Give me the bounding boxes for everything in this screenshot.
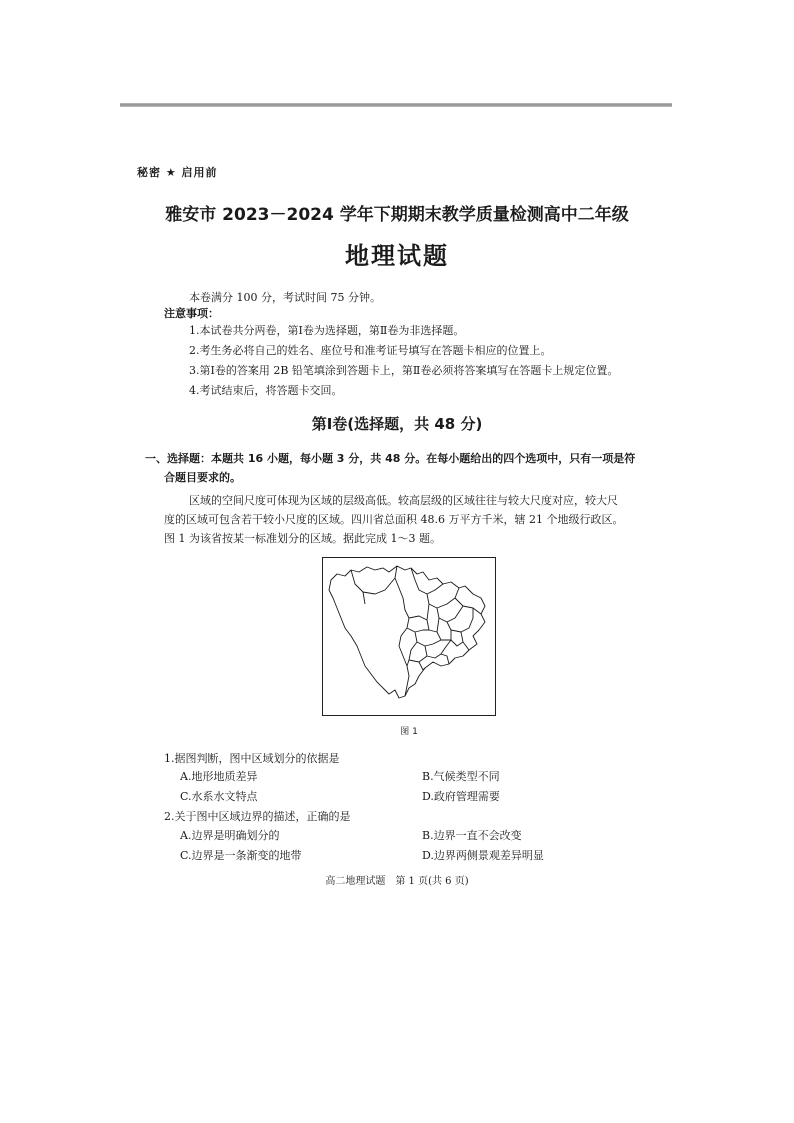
question-option: A.边界是明确划分的	[180, 829, 280, 842]
notice-item: 4.考试结束后，将答题卡交回。	[189, 384, 343, 397]
question-stem: 1.据图判断，图中区域划分的依据是	[164, 752, 340, 765]
region-boundary	[437, 630, 451, 640]
region-boundary	[399, 628, 409, 696]
region-boundary	[427, 588, 459, 608]
question-option: D.边界两侧景观差异明显	[422, 849, 544, 862]
region-boundary	[363, 592, 365, 604]
passage-line: 区域的空间尺度可体现为区域的层级高低。较高层级的区域往往与较大尺度对应，较大尺	[189, 494, 618, 507]
region-boundary	[451, 640, 463, 646]
region-boundary	[351, 570, 395, 594]
figure-caption: 图 1	[400, 727, 418, 737]
section-instruction: 一、选择题：本题共 16 小题，每小题 3 分，共 48 分。在每小题给出的四个选项中，只有一项是符	[145, 452, 636, 465]
notice-heading: 注意事项：	[164, 307, 219, 320]
page-footer: 高二地理试题 第 1 页(共 6 页)	[325, 876, 469, 887]
region-map-drawing	[323, 558, 495, 715]
question-option: B.边界一直不会改变	[422, 829, 522, 842]
exam-title: 雅安市 2023－2024 学年下期期末教学质量检测高中二年级	[165, 205, 629, 225]
region-boundary	[409, 604, 429, 620]
region-boundary	[437, 606, 463, 622]
score-time-text: 本卷满分 100 分，考试时间 75 分钟。	[189, 291, 381, 304]
question-option: D.政府管理需要	[422, 790, 500, 803]
top-rule	[120, 103, 672, 107]
section-instruction-cont: 合题目要求的。	[164, 471, 241, 484]
subject-title: 地理试题	[345, 242, 449, 270]
region-boundary	[411, 568, 443, 594]
passage-line: 图 1 为该省按某一标准划分的区域。据此完成 1～3 题。	[164, 532, 441, 545]
notice-item: 2.考生务必将自己的姓名、座位号和准考证号填写在答题卡相应的位置上。	[189, 344, 552, 357]
question-stem: 2.关于图中区域边界的描述，正确的是	[164, 810, 351, 823]
region-boundary	[415, 632, 441, 646]
notice-item: 3.第Ⅰ卷的答案用 2B 铅笔填涂到答题卡上，第Ⅱ卷必须将答案填写在答题卡上规定位置。	[189, 364, 619, 377]
region-boundary	[441, 640, 451, 654]
question-option: B.气候类型不同	[422, 770, 500, 783]
region-boundary	[419, 662, 425, 670]
region-boundary	[461, 632, 469, 650]
question-option: A.地形地质差异	[180, 770, 258, 783]
sichuan-region-map	[322, 557, 496, 716]
question-option: C.水系水文特点	[180, 790, 258, 803]
region-boundary	[425, 646, 449, 664]
region-boundary	[409, 642, 427, 662]
secret-mark: 秘密 ★ 启用前	[137, 166, 218, 179]
region-boundary	[407, 660, 409, 666]
region-boundary	[407, 628, 429, 632]
question-option: C.边界是一条渐变的地带	[180, 849, 302, 862]
notice-item: 1.本试卷共分两卷，第Ⅰ卷为选择题，第Ⅱ卷为非选择题。	[189, 324, 465, 337]
section-heading: 第Ⅰ卷(选择题，共 48 分)	[311, 415, 483, 433]
passage-line: 度的区域可包含若干较小尺度的区域。四川省总面积 48.6 万平方千米，辖 21 个地级行政区。	[164, 513, 624, 526]
region-boundary	[395, 566, 409, 628]
